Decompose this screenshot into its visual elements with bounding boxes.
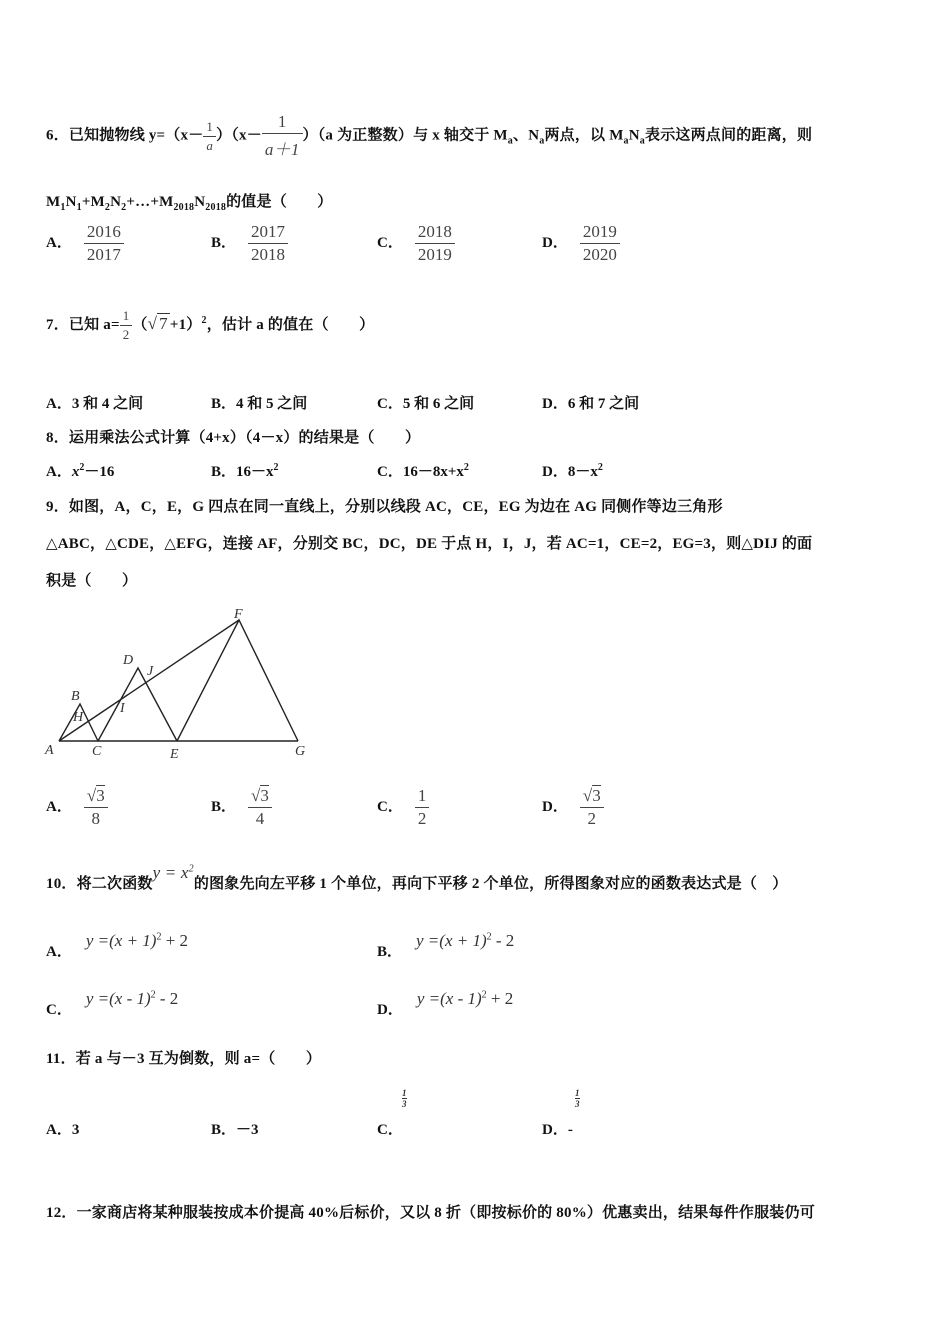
q11-option-d-frac: $\frac{1}{3}$ bbox=[575, 1088, 580, 1109]
q6-option-d[interactable]: D． $\frac{2019}{2020}$ bbox=[542, 222, 620, 265]
point-i-label: I bbox=[120, 701, 125, 716]
q9-line3: 积是（ ） bbox=[46, 573, 138, 589]
q6-frac1: $\frac{1}{a}$ bbox=[203, 119, 216, 154]
q7-stem: 7．已知 a= $\frac{1}{2}$ （√ 7 +1）$^2$，估计 a 的值在（ ） bbox=[46, 308, 375, 342]
q6-line2: $M_1N_1+M_2N_2+\dots+M_{2018}N_{2018}$的值是（ ） bbox=[46, 194, 333, 213]
point-j-label: J bbox=[147, 664, 154, 679]
q10-option-a[interactable]: A．$y =(x + 1)^2 + 2$ bbox=[46, 931, 189, 960]
q7-option-b[interactable]: B．4 和 5 之间 bbox=[211, 396, 308, 412]
q9-option-a[interactable]: A． $\frac{√3}{8}$ bbox=[46, 786, 108, 829]
q11-option-b[interactable]: B．－3 bbox=[211, 1122, 259, 1138]
q6-option-a[interactable]: A． $\frac{2016}{2017}$ bbox=[46, 222, 124, 265]
q6-option-b[interactable]: B． $\frac{2017}{2018}$ bbox=[211, 222, 288, 265]
q10-option-d[interactable]: D．y =(x - 1)$^2$ + 2 bbox=[377, 989, 514, 1018]
q8-option-d[interactable]: D．$8-x^2$ bbox=[542, 462, 603, 480]
point-f-label: F bbox=[234, 607, 243, 622]
q9-line1: 9．如图，A，C，E，G 四点在同一直线上，分别以线段 AC，CE，EG 为边在 AG 同侧作等边三角形 bbox=[46, 499, 723, 515]
point-h-label: H bbox=[73, 710, 84, 725]
q9-line2: △ABC，△CDE，△EFG，连接 AF，分别交 BC，DC，DE 于点 H，I，J，若 AC=1，CE=2，EG=3，则△DIJ 的面 bbox=[46, 536, 813, 552]
point-a-label: A bbox=[45, 743, 54, 758]
q11-option-d[interactable]: D．- bbox=[542, 1122, 573, 1138]
q9-option-d[interactable]: D． $\frac{√3}{2}$ bbox=[542, 786, 604, 829]
q8-option-c[interactable]: C．$16-8x+x^2$ bbox=[377, 462, 469, 480]
q9-option-c[interactable]: C． $\frac{1}{2}$ bbox=[377, 786, 429, 829]
q7-option-c[interactable]: C．5 和 6 之间 bbox=[377, 396, 475, 412]
q6-prefix: 6．已知抛物线 y=（x－ bbox=[46, 127, 204, 144]
q11-option-a[interactable]: A．3 bbox=[46, 1122, 80, 1138]
q8-option-b[interactable]: B．$16-x^2$ bbox=[211, 462, 279, 480]
q8-option-a[interactable]: A．$x^2-16$ bbox=[46, 462, 115, 480]
q11-stem: 11．若 a 与－3 互为倒数，则 a=（ ） bbox=[46, 1051, 322, 1067]
q6-line1: 6．已知抛物线 y=（x－ $\frac{1}{a}$ ）（x－ $\frac{1}{a+1}$ ）（a 为正整数）与 x 轴交于 $M_a$、$N_a$两点，以 $M_aN_a$表示这两点间的距离，则 bbox=[46, 112, 813, 159]
q11-option-c-frac: $\frac{1}{3}$ bbox=[402, 1088, 407, 1109]
q6-mid: ）（x－ bbox=[216, 127, 262, 144]
point-g-label: G bbox=[295, 744, 306, 759]
q6-suffix: ）（a 为正整数）与 x 轴交于 M bbox=[302, 127, 508, 144]
q6-option-c[interactable]: C． $\frac{2018}{2019}$ bbox=[377, 222, 455, 265]
point-e-label: E bbox=[170, 747, 179, 762]
q12-stem: 12．一家商店将某种服装按成本价提高 40%后标价，又以 8 折（即按标价的 80%）优惠卖出，结果每件作服装仍可 bbox=[46, 1205, 815, 1221]
triangle-efg bbox=[177, 620, 298, 741]
point-c-label: C bbox=[92, 744, 102, 759]
q7-option-a[interactable]: A．3 和 4 之间 bbox=[46, 396, 144, 412]
q10-stem: 10．将二次函数$y = x^2$的图象先向左平移 1 个单位，再向下平移 2 个单位，所得图象对应的函数表达式是（ ） bbox=[46, 863, 788, 892]
q9-option-b[interactable]: B． $\frac{√3}{4}$ bbox=[211, 786, 272, 829]
q9-figure bbox=[40, 602, 315, 764]
triangle-cde bbox=[98, 668, 177, 741]
point-b-label: B bbox=[71, 689, 80, 704]
q11-option-c[interactable]: C． bbox=[377, 1122, 403, 1138]
q7-option-d[interactable]: D．6 和 7 之间 bbox=[542, 396, 640, 412]
q8-stem: 8．运用乘法公式计算（4+x）（4－x）的结果是（ ） bbox=[46, 430, 421, 446]
line-af bbox=[59, 620, 239, 741]
q10-option-c[interactable]: C．y =(x - 1)$^2$ - 2 bbox=[46, 989, 179, 1018]
point-d-label: D bbox=[123, 653, 134, 668]
q6-frac2: $\frac{1}{a+1}$ bbox=[262, 112, 303, 160]
q10-option-b[interactable]: B．$y =(x + 1)^2 - 2$ bbox=[377, 931, 515, 960]
